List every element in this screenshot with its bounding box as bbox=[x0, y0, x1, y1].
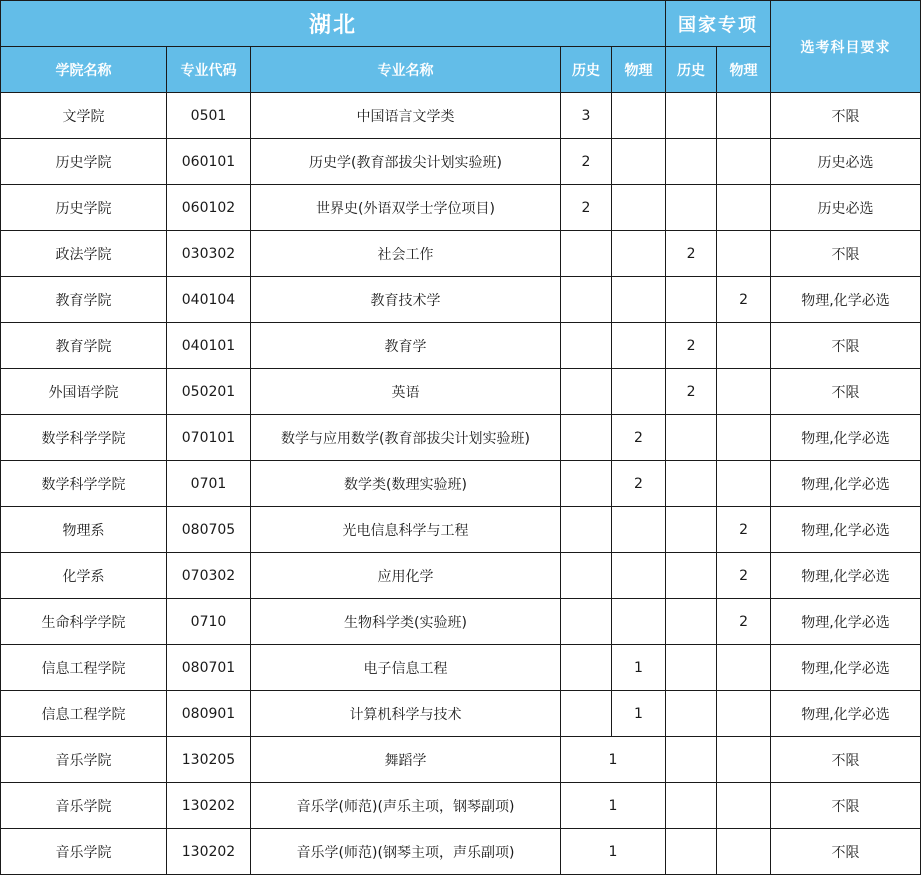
college-cell: 生命科学学院 bbox=[1, 599, 167, 645]
national-history-count-cell bbox=[666, 737, 717, 783]
national-physics-count-cell: 2 bbox=[717, 277, 771, 323]
physics-count-cell: 1 bbox=[612, 691, 666, 737]
subject-requirement-cell: 不限 bbox=[771, 323, 921, 369]
major-code-cell: 0701 bbox=[167, 461, 251, 507]
college-cell: 物理系 bbox=[1, 507, 167, 553]
physics-count-cell bbox=[612, 139, 666, 185]
history-count-cell bbox=[561, 323, 612, 369]
college-cell: 音乐学院 bbox=[1, 829, 167, 875]
national-physics-count-cell bbox=[717, 139, 771, 185]
college-cell: 数学科学学院 bbox=[1, 461, 167, 507]
major-name-cell: 电子信息工程 bbox=[251, 645, 561, 691]
college-column-header: 学院名称 bbox=[1, 47, 167, 93]
national-history-count-cell bbox=[666, 415, 717, 461]
major-name-cell: 英语 bbox=[251, 369, 561, 415]
history-count-cell bbox=[561, 231, 612, 277]
history-physics-merged-count-cell: 1 bbox=[561, 783, 666, 829]
table-row bbox=[1, 553, 921, 599]
subject-requirement-cell: 不限 bbox=[771, 93, 921, 139]
major-name-cell: 音乐学(师范)(声乐主项，钢琴副项) bbox=[251, 783, 561, 829]
major-name-cell: 世界史(外语双学士学位项目) bbox=[251, 185, 561, 231]
major-name-cell: 社会工作 bbox=[251, 231, 561, 277]
physics-count-cell bbox=[612, 185, 666, 231]
history-count-cell bbox=[561, 553, 612, 599]
college-cell: 教育学院 bbox=[1, 323, 167, 369]
physics-count-cell bbox=[612, 323, 666, 369]
history-physics-merged-count-cell: 1 bbox=[561, 829, 666, 875]
major-code-cell: 0710 bbox=[167, 599, 251, 645]
subject-requirement-cell: 物理,化学必选 bbox=[771, 645, 921, 691]
subject-requirement-cell: 物理,化学必选 bbox=[771, 599, 921, 645]
major-code-cell: 080701 bbox=[167, 645, 251, 691]
subject-requirement-cell: 历史必选 bbox=[771, 139, 921, 185]
major-name-cell: 生物科学类(实验班) bbox=[251, 599, 561, 645]
physics-column-header: 物理 bbox=[612, 47, 666, 93]
table-row bbox=[1, 277, 921, 323]
major-name-cell: 数学与应用数学(教育部拔尖计划实验班) bbox=[251, 415, 561, 461]
college-cell: 音乐学院 bbox=[1, 783, 167, 829]
national-physics-count-cell: 2 bbox=[717, 553, 771, 599]
physics-count-cell: 1 bbox=[612, 645, 666, 691]
national-history-count-cell bbox=[666, 461, 717, 507]
history-count-cell: 2 bbox=[561, 185, 612, 231]
code-column-header: 专业代码 bbox=[167, 47, 251, 93]
physics-count-cell: 2 bbox=[612, 415, 666, 461]
major-code-cell: 030302 bbox=[167, 231, 251, 277]
history-count-cell bbox=[561, 277, 612, 323]
subject-requirement-cell: 物理,化学必选 bbox=[771, 461, 921, 507]
college-cell: 历史学院 bbox=[1, 139, 167, 185]
physics-count-cell bbox=[612, 277, 666, 323]
national-physics-count-cell bbox=[717, 185, 771, 231]
national-physics-count-cell bbox=[717, 783, 771, 829]
national-physics-count-cell bbox=[717, 369, 771, 415]
national-history-count-cell bbox=[666, 185, 717, 231]
history-count-cell bbox=[561, 369, 612, 415]
history-count-cell bbox=[561, 415, 612, 461]
history-count-cell: 2 bbox=[561, 139, 612, 185]
subject-requirement-cell: 物理,化学必选 bbox=[771, 691, 921, 737]
major-code-cell: 080901 bbox=[167, 691, 251, 737]
table-row bbox=[1, 93, 921, 139]
college-cell: 数学科学学院 bbox=[1, 415, 167, 461]
major-name-cell: 舞蹈学 bbox=[251, 737, 561, 783]
history-count-cell bbox=[561, 691, 612, 737]
history-count-cell: 3 bbox=[561, 93, 612, 139]
major-name-cell: 教育技术学 bbox=[251, 277, 561, 323]
national-physics-count-cell bbox=[717, 737, 771, 783]
major-code-cell: 050201 bbox=[167, 369, 251, 415]
national-history-count-cell: 2 bbox=[666, 369, 717, 415]
major-code-cell: 040104 bbox=[167, 277, 251, 323]
table-row bbox=[1, 231, 921, 277]
college-cell: 信息工程学院 bbox=[1, 691, 167, 737]
major-name-cell: 历史学(教育部拔尖计划实验班) bbox=[251, 139, 561, 185]
physics-count-cell bbox=[612, 507, 666, 553]
subject-requirement-header: 选考科目要求 bbox=[771, 1, 921, 93]
major-name-cell: 计算机科学与技术 bbox=[251, 691, 561, 737]
physics-count-cell bbox=[612, 93, 666, 139]
history-count-cell bbox=[561, 599, 612, 645]
major-code-cell: 060102 bbox=[167, 185, 251, 231]
national-physics-count-cell bbox=[717, 231, 771, 277]
table-row bbox=[1, 415, 921, 461]
subject-requirement-cell: 不限 bbox=[771, 369, 921, 415]
national-physics-count-cell bbox=[717, 323, 771, 369]
table-row bbox=[1, 645, 921, 691]
table-row bbox=[1, 783, 921, 829]
college-cell: 外国语学院 bbox=[1, 369, 167, 415]
national-history-count-cell bbox=[666, 507, 717, 553]
subject-requirement-cell: 物理,化学必选 bbox=[771, 415, 921, 461]
major-name-cell: 中国语言文学类 bbox=[251, 93, 561, 139]
major-name-cell: 数学类(数理实验班) bbox=[251, 461, 561, 507]
national-history-column-header: 历史 bbox=[666, 47, 717, 93]
major-code-cell: 040101 bbox=[167, 323, 251, 369]
national-physics-count-cell bbox=[717, 645, 771, 691]
table-row bbox=[1, 323, 921, 369]
major-code-cell: 130205 bbox=[167, 737, 251, 783]
college-cell: 历史学院 bbox=[1, 185, 167, 231]
major-name-cell: 应用化学 bbox=[251, 553, 561, 599]
table-row bbox=[1, 369, 921, 415]
national-physics-count-cell bbox=[717, 415, 771, 461]
college-cell: 政法学院 bbox=[1, 231, 167, 277]
table-row bbox=[1, 599, 921, 645]
table-row bbox=[1, 185, 921, 231]
national-history-count-cell bbox=[666, 277, 717, 323]
national-history-count-cell bbox=[666, 829, 717, 875]
table-row bbox=[1, 507, 921, 553]
major-name-cell: 光电信息科学与工程 bbox=[251, 507, 561, 553]
national-program-header: 国家专项 bbox=[666, 1, 771, 47]
region-header: 湖北 bbox=[1, 1, 666, 47]
national-history-count-cell bbox=[666, 691, 717, 737]
major-name-cell: 音乐学(师范)(钢琴主项，声乐副项) bbox=[251, 829, 561, 875]
physics-count-cell bbox=[612, 231, 666, 277]
major-code-cell: 060101 bbox=[167, 139, 251, 185]
table-row bbox=[1, 737, 921, 783]
physics-count-cell bbox=[612, 369, 666, 415]
college-cell: 音乐学院 bbox=[1, 737, 167, 783]
major-code-cell: 070101 bbox=[167, 415, 251, 461]
national-physics-count-cell: 2 bbox=[717, 507, 771, 553]
physics-count-cell bbox=[612, 599, 666, 645]
table-row bbox=[1, 691, 921, 737]
major-code-cell: 130202 bbox=[167, 783, 251, 829]
history-count-cell bbox=[561, 461, 612, 507]
national-history-count-cell bbox=[666, 553, 717, 599]
college-cell: 化学系 bbox=[1, 553, 167, 599]
major-code-cell: 070302 bbox=[167, 553, 251, 599]
major-name-cell: 教育学 bbox=[251, 323, 561, 369]
national-physics-column-header: 物理 bbox=[717, 47, 771, 93]
national-history-count-cell: 2 bbox=[666, 231, 717, 277]
national-history-count-cell bbox=[666, 93, 717, 139]
history-physics-merged-count-cell: 1 bbox=[561, 737, 666, 783]
table-row bbox=[1, 461, 921, 507]
major-code-cell: 0501 bbox=[167, 93, 251, 139]
subject-requirement-cell: 不限 bbox=[771, 829, 921, 875]
table-row bbox=[1, 829, 921, 875]
major-column-header: 专业名称 bbox=[251, 47, 561, 93]
physics-count-cell bbox=[612, 553, 666, 599]
national-physics-count-cell bbox=[717, 829, 771, 875]
subject-requirement-cell: 物理,化学必选 bbox=[771, 507, 921, 553]
national-history-count-cell bbox=[666, 783, 717, 829]
national-physics-count-cell bbox=[717, 93, 771, 139]
subject-requirement-cell: 物理,化学必选 bbox=[771, 277, 921, 323]
major-code-cell: 080705 bbox=[167, 507, 251, 553]
national-history-count-cell bbox=[666, 645, 717, 691]
table-body bbox=[1, 93, 921, 875]
national-history-count-cell bbox=[666, 139, 717, 185]
college-cell: 信息工程学院 bbox=[1, 645, 167, 691]
history-count-cell bbox=[561, 507, 612, 553]
national-physics-count-cell bbox=[717, 461, 771, 507]
national-history-count-cell: 2 bbox=[666, 323, 717, 369]
subject-requirement-cell: 不限 bbox=[771, 783, 921, 829]
subject-requirement-cell: 不限 bbox=[771, 231, 921, 277]
national-physics-count-cell bbox=[717, 691, 771, 737]
header-row-top bbox=[1, 1, 921, 47]
history-column-header: 历史 bbox=[561, 47, 612, 93]
table-row bbox=[1, 139, 921, 185]
history-count-cell bbox=[561, 645, 612, 691]
physics-count-cell: 2 bbox=[612, 461, 666, 507]
subject-requirement-cell: 物理,化学必选 bbox=[771, 553, 921, 599]
subject-requirement-cell: 历史必选 bbox=[771, 185, 921, 231]
college-cell: 文学院 bbox=[1, 93, 167, 139]
major-code-cell: 130202 bbox=[167, 829, 251, 875]
national-history-count-cell bbox=[666, 599, 717, 645]
college-cell: 教育学院 bbox=[1, 277, 167, 323]
national-physics-count-cell: 2 bbox=[717, 599, 771, 645]
subject-requirement-cell: 不限 bbox=[771, 737, 921, 783]
